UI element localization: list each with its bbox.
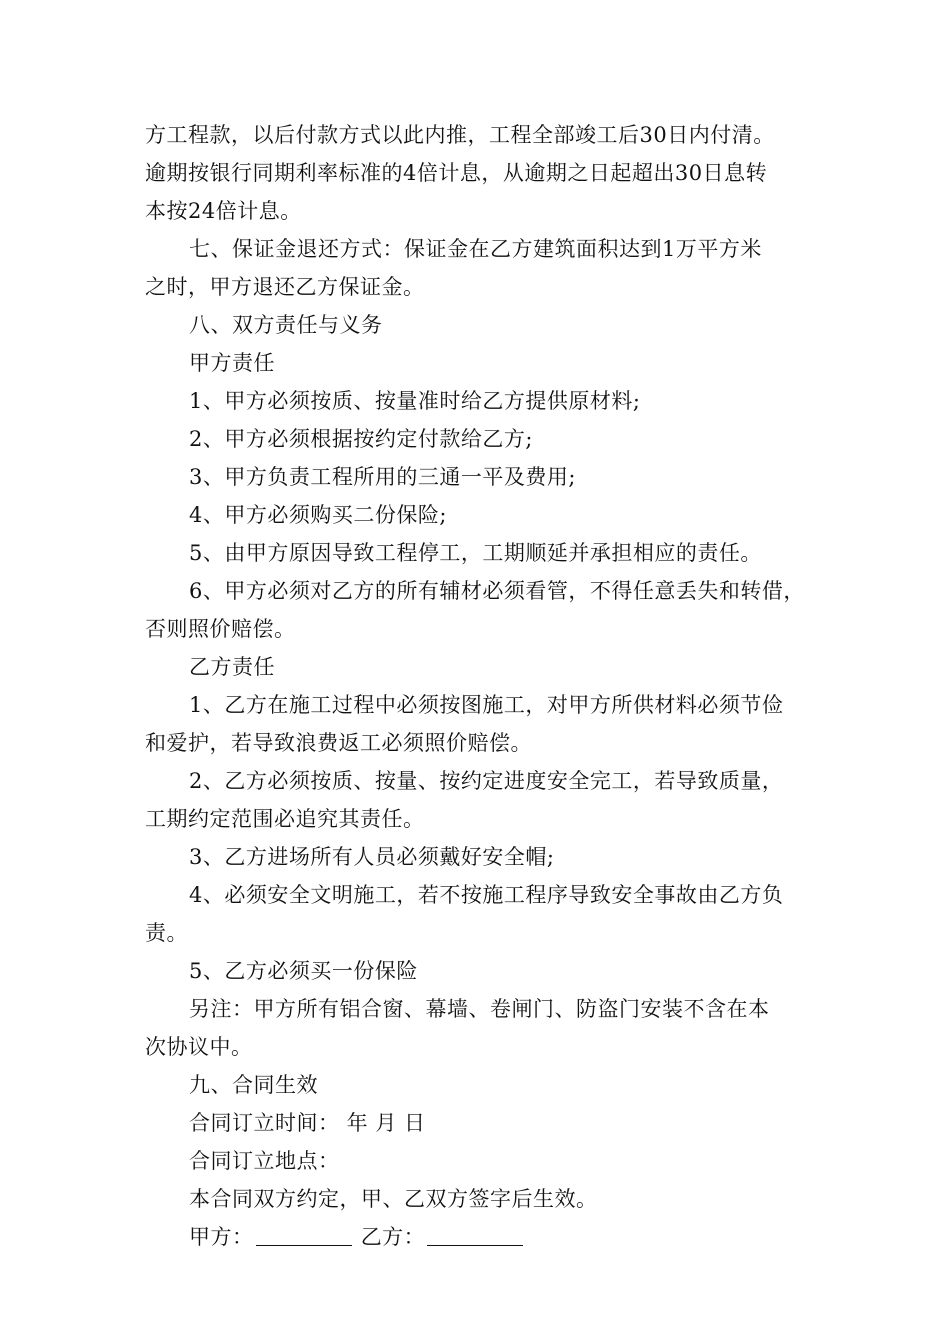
note-line-2: 次协议中。 xyxy=(145,1035,253,1059)
subheading-party-b: 乙方责任 xyxy=(189,655,275,679)
party-b-item-1-line-1: 1、乙方在施工过程中必须按图施工，对甲方所供材料必须节俭 xyxy=(189,693,784,717)
contract-date-line: 合同订立时间： 年 月 日 xyxy=(189,1111,426,1135)
party-a-item-3: 3、甲方负责工程所用的三通一平及费用; xyxy=(189,465,576,489)
party-b-signature-blank[interactable] xyxy=(427,1221,523,1246)
party-b-item-1-line-2: 和爱护，若导致浪费返工必须照价赔偿。 xyxy=(145,731,532,755)
paragraph-payment-line-2: 逾期按银行同期利率标准的4倍计息，从逾期之日起超出30日息转 xyxy=(145,161,768,185)
subheading-party-a: 甲方责任 xyxy=(189,351,275,375)
party-b-item-2-line-1: 2、乙方必须按质、按量、按约定进度安全完工，若导致质量， xyxy=(189,769,784,793)
party-a-item-5: 5、由甲方原因导致工程停工，工期顺延并承担相应的责任。 xyxy=(189,541,762,565)
paragraph-payment-line-3: 本按24倍计息。 xyxy=(145,199,302,223)
section-heading-responsibilities: 八、双方责任与义务 xyxy=(189,313,383,337)
effective-statement: 本合同双方约定，甲、乙双方签字后生效。 xyxy=(189,1187,598,1211)
section-heading-effective: 九、合同生效 xyxy=(189,1073,318,1097)
party-a-signature-blank[interactable] xyxy=(256,1221,352,1246)
party-b-item-5: 5、乙方必须买一份保险 xyxy=(189,959,418,983)
paragraph-deposit-line-2: 之时，甲方退还乙方保证金。 xyxy=(145,275,425,299)
document-body xyxy=(145,116,815,1256)
paragraph-deposit-line-1: 七、保证金退还方式：保证金在乙方建筑面积达到1万平方米 xyxy=(189,237,762,261)
party-b-item-4-line-2: 责。 xyxy=(145,921,188,945)
party-a-signature-label: 甲方： xyxy=(189,1225,254,1249)
party-b-item-4-line-1: 4、必须安全文明施工，若不按施工程序导致安全事故由乙方负 xyxy=(189,883,784,907)
party-b-item-3: 3、乙方进场所有人员必须戴好安全帽; xyxy=(189,845,555,869)
note-line-1: 另注：甲方所有铝合窗、幕墙、卷闸门、防盗门安装不含在本 xyxy=(189,997,770,1021)
signature-line xyxy=(145,1218,815,1256)
party-a-item-6-line-1: 6、甲方必须对乙方的所有辅材必须看管，不得任意丢失和转借， xyxy=(189,579,805,603)
party-a-item-2: 2、甲方必须根据按约定付款给乙方; xyxy=(189,427,533,451)
party-a-item-6-line-2: 否则照价赔偿。 xyxy=(145,617,296,641)
contract-place-line: 合同订立地点： xyxy=(189,1149,340,1173)
party-b-signature-label: 乙方： xyxy=(360,1225,426,1249)
party-b-item-2-line-2: 工期约定范围必追究其责任。 xyxy=(145,807,425,831)
paragraph-payment-line-1: 方工程款，以后付款方式以此内推，工程全部竣工后30日内付清。 xyxy=(145,123,775,147)
party-a-item-1: 1、甲方必须按质、按量准时给乙方提供原材料; xyxy=(189,389,641,413)
party-a-item-4: 4、甲方必须购买二份保险; xyxy=(189,503,447,527)
